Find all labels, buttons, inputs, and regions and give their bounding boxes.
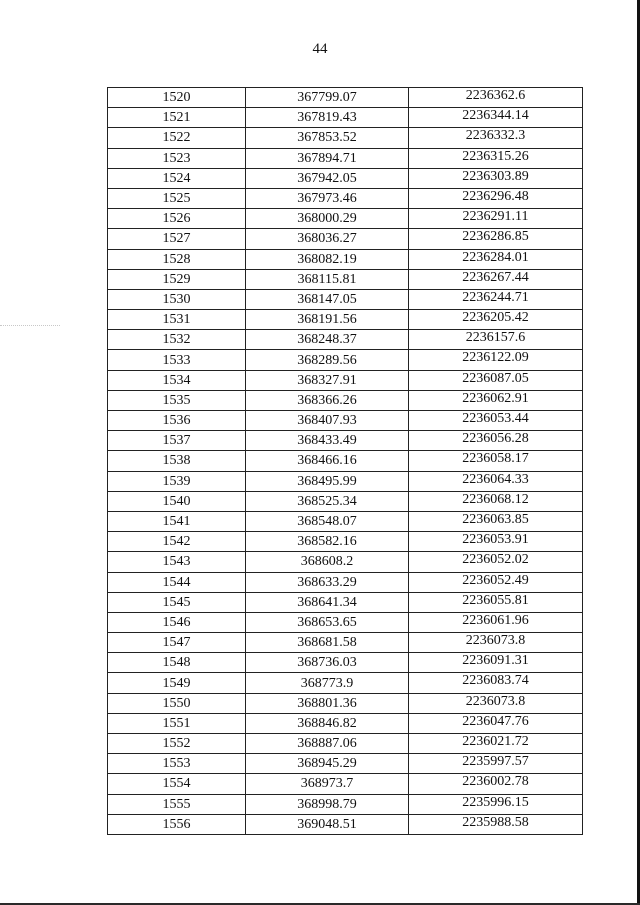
y-coordinate-cell: 2236061.96 <box>409 612 583 632</box>
y-coordinate-cell: 2236303.89 <box>409 168 583 188</box>
y-coordinate-cell: 2236055.81 <box>409 592 583 612</box>
x-coordinate-cell: 368466.16 <box>246 451 409 471</box>
point-number-cell: 1531 <box>108 310 246 330</box>
point-number-cell: 1542 <box>108 532 246 552</box>
point-number-cell: 1556 <box>108 814 246 834</box>
coordinate-table-body <box>108 88 583 835</box>
table-row <box>108 370 583 390</box>
point-number-cell: 1540 <box>108 491 246 511</box>
x-coordinate-cell: 368801.36 <box>246 693 409 713</box>
table-row <box>108 411 583 431</box>
x-coordinate-cell: 368191.56 <box>246 310 409 330</box>
x-coordinate-cell: 368115.81 <box>246 269 409 289</box>
point-number-cell: 1536 <box>108 411 246 431</box>
page-number: 44 <box>312 41 328 57</box>
x-coordinate-cell: 368248.37 <box>246 330 409 350</box>
point-number-cell: 1533 <box>108 350 246 370</box>
x-coordinate-cell: 368407.93 <box>246 411 409 431</box>
x-coordinate-cell: 368525.34 <box>246 491 409 511</box>
point-number-cell: 1544 <box>108 572 246 592</box>
x-coordinate-cell: 368998.79 <box>246 794 409 814</box>
point-number-cell: 1546 <box>108 612 246 632</box>
point-number-cell: 1527 <box>108 229 246 249</box>
x-coordinate-cell: 368147.05 <box>246 289 409 309</box>
x-coordinate-cell: 368608.2 <box>246 552 409 572</box>
table-row <box>108 552 583 572</box>
table-row <box>108 713 583 733</box>
y-coordinate-cell: 2236056.28 <box>409 431 583 451</box>
table-row <box>108 229 583 249</box>
x-coordinate-cell: 368773.9 <box>246 673 409 693</box>
y-coordinate-cell: 2235996.15 <box>409 794 583 814</box>
y-coordinate-cell: 2236267.44 <box>409 269 583 289</box>
point-number-cell: 1535 <box>108 390 246 410</box>
table-row <box>108 653 583 673</box>
table-row <box>108 633 583 653</box>
table-row <box>108 269 583 289</box>
table-row <box>108 431 583 451</box>
point-number-cell: 1552 <box>108 734 246 754</box>
y-coordinate-cell: 2236091.31 <box>409 653 583 673</box>
point-number-cell: 1530 <box>108 289 246 309</box>
y-coordinate-cell: 2236284.01 <box>409 249 583 269</box>
x-coordinate-cell: 368036.27 <box>246 229 409 249</box>
point-number-cell: 1550 <box>108 693 246 713</box>
x-coordinate-cell: 368000.29 <box>246 209 409 229</box>
x-coordinate-cell: 367853.52 <box>246 128 409 148</box>
x-coordinate-cell: 367894.71 <box>246 148 409 168</box>
y-coordinate-cell: 2236205.42 <box>409 310 583 330</box>
x-coordinate-cell: 368433.49 <box>246 431 409 451</box>
y-coordinate-cell: 2236073.8 <box>409 693 583 713</box>
table-row <box>108 511 583 531</box>
point-number-cell: 1522 <box>108 128 246 148</box>
point-number-cell: 1524 <box>108 168 246 188</box>
table-row <box>108 209 583 229</box>
table-row <box>108 673 583 693</box>
x-coordinate-cell: 368582.16 <box>246 532 409 552</box>
y-coordinate-cell: 2236157.6 <box>409 330 583 350</box>
y-coordinate-cell: 2236291.11 <box>409 209 583 229</box>
point-number-cell: 1538 <box>108 451 246 471</box>
x-coordinate-cell: 368945.29 <box>246 754 409 774</box>
y-coordinate-cell: 2236002.78 <box>409 774 583 794</box>
x-coordinate-cell: 368495.99 <box>246 471 409 491</box>
point-number-cell: 1520 <box>108 88 246 108</box>
table-row <box>108 794 583 814</box>
table-row <box>108 249 583 269</box>
x-coordinate-cell: 368082.19 <box>246 249 409 269</box>
y-coordinate-cell: 2236073.8 <box>409 633 583 653</box>
table-row <box>108 612 583 632</box>
x-coordinate-cell: 368736.03 <box>246 653 409 673</box>
y-coordinate-cell: 2236052.02 <box>409 552 583 572</box>
table-row <box>108 774 583 794</box>
x-coordinate-cell: 368846.82 <box>246 713 409 733</box>
table-row <box>108 532 583 552</box>
x-coordinate-cell: 368887.06 <box>246 734 409 754</box>
x-coordinate-cell: 368633.29 <box>246 572 409 592</box>
y-coordinate-cell: 2236058.17 <box>409 451 583 471</box>
x-coordinate-cell: 368653.65 <box>246 612 409 632</box>
y-coordinate-cell: 2236064.33 <box>409 471 583 491</box>
table-row <box>108 572 583 592</box>
point-number-cell: 1529 <box>108 269 246 289</box>
point-number-cell: 1555 <box>108 794 246 814</box>
y-coordinate-cell: 2236068.12 <box>409 491 583 511</box>
coordinate-table <box>107 87 583 835</box>
y-coordinate-cell: 2236053.91 <box>409 532 583 552</box>
point-number-cell: 1545 <box>108 592 246 612</box>
x-coordinate-cell: 368327.91 <box>246 370 409 390</box>
point-number-cell: 1534 <box>108 370 246 390</box>
point-number-cell: 1547 <box>108 633 246 653</box>
y-coordinate-cell: 2236286.85 <box>409 229 583 249</box>
point-number-cell: 1548 <box>108 653 246 673</box>
point-number-cell: 1549 <box>108 673 246 693</box>
point-number-cell: 1532 <box>108 330 246 350</box>
point-number-cell: 1554 <box>108 774 246 794</box>
x-coordinate-cell: 368289.56 <box>246 350 409 370</box>
table-row <box>108 350 583 370</box>
point-number-cell: 1523 <box>108 148 246 168</box>
table-row <box>108 451 583 471</box>
point-number-cell: 1526 <box>108 209 246 229</box>
y-coordinate-cell: 2236021.72 <box>409 734 583 754</box>
y-coordinate-cell: 2236083.74 <box>409 673 583 693</box>
table-row <box>108 168 583 188</box>
y-coordinate-cell: 2236244.71 <box>409 289 583 309</box>
y-coordinate-cell: 2236122.09 <box>409 350 583 370</box>
x-coordinate-cell: 368973.7 <box>246 774 409 794</box>
x-coordinate-cell: 368366.26 <box>246 390 409 410</box>
table-row <box>108 88 583 108</box>
y-coordinate-cell: 2236332.3 <box>409 128 583 148</box>
table-row <box>108 330 583 350</box>
point-number-cell: 1551 <box>108 713 246 733</box>
point-number-cell: 1539 <box>108 471 246 491</box>
y-coordinate-cell: 2235997.57 <box>409 754 583 774</box>
y-coordinate-cell: 2235988.58 <box>409 814 583 834</box>
point-number-cell: 1521 <box>108 108 246 128</box>
table-row <box>108 188 583 208</box>
x-coordinate-cell: 367942.05 <box>246 168 409 188</box>
table-row <box>108 108 583 128</box>
point-number-cell: 1553 <box>108 754 246 774</box>
y-coordinate-cell: 2236062.91 <box>409 390 583 410</box>
table-row <box>108 289 583 309</box>
point-number-cell: 1525 <box>108 188 246 208</box>
table-row <box>108 592 583 612</box>
x-coordinate-cell: 369048.51 <box>246 814 409 834</box>
table-row <box>108 693 583 713</box>
table-row <box>108 471 583 491</box>
x-coordinate-cell: 368641.34 <box>246 592 409 612</box>
y-coordinate-cell: 2236052.49 <box>409 572 583 592</box>
y-coordinate-cell: 2236047.76 <box>409 713 583 733</box>
x-coordinate-cell: 367819.43 <box>246 108 409 128</box>
y-coordinate-cell: 2236063.85 <box>409 511 583 531</box>
y-coordinate-cell: 2236053.44 <box>409 411 583 431</box>
table-row <box>108 491 583 511</box>
table-row <box>108 734 583 754</box>
table-row <box>108 390 583 410</box>
x-coordinate-cell: 367799.07 <box>246 88 409 108</box>
y-coordinate-cell: 2236087.05 <box>409 370 583 390</box>
point-number-cell: 1541 <box>108 511 246 531</box>
y-coordinate-cell: 2236362.6 <box>409 88 583 108</box>
y-coordinate-cell: 2236344.14 <box>409 108 583 128</box>
table-row <box>108 814 583 834</box>
point-number-cell: 1528 <box>108 249 246 269</box>
x-coordinate-cell: 368548.07 <box>246 511 409 531</box>
y-coordinate-cell: 2236296.48 <box>409 188 583 208</box>
x-coordinate-cell: 368681.58 <box>246 633 409 653</box>
y-coordinate-cell: 2236315.26 <box>409 148 583 168</box>
table-row <box>108 148 583 168</box>
scan-speck <box>0 325 60 327</box>
point-number-cell: 1543 <box>108 552 246 572</box>
x-coordinate-cell: 367973.46 <box>246 188 409 208</box>
table-row <box>108 754 583 774</box>
point-number-cell: 1537 <box>108 431 246 451</box>
table-row <box>108 128 583 148</box>
table-row <box>108 310 583 330</box>
